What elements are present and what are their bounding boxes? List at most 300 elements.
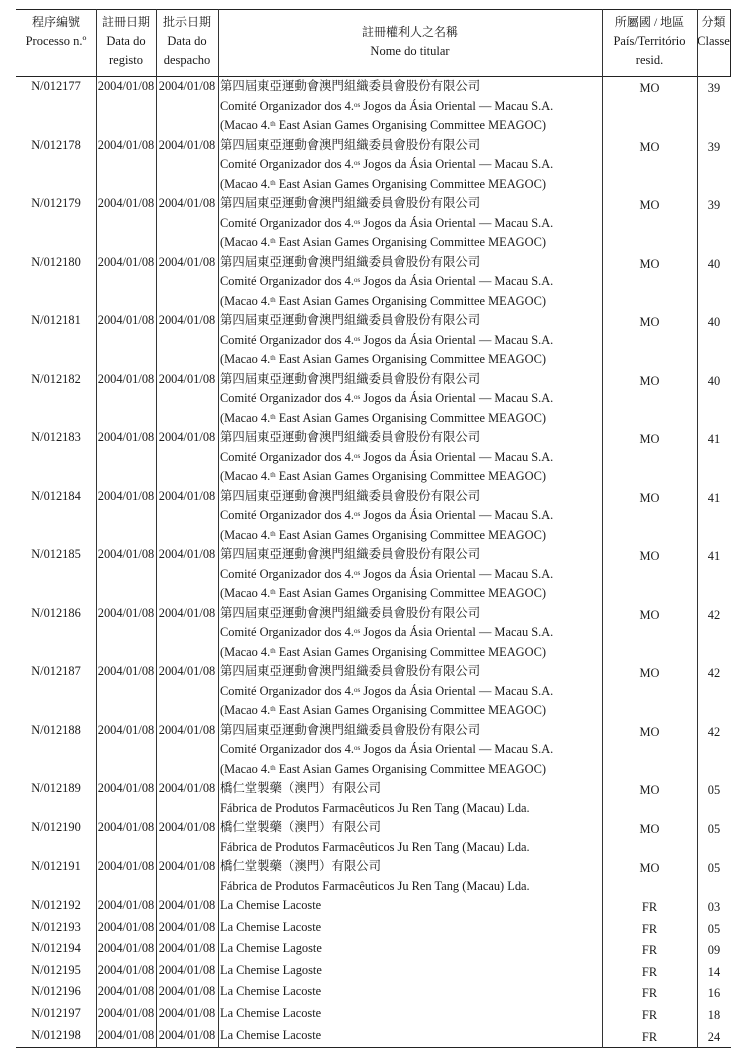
class-number: 41	[707, 549, 721, 563]
holder-name-en	[220, 175, 602, 195]
dispatch-date: 2004/01/08	[158, 254, 216, 269]
class-number: 41	[707, 432, 721, 446]
process-number: N/012183	[31, 430, 81, 444]
class-number: 14	[707, 964, 721, 979]
table-row	[16, 136, 731, 195]
class-number: 09	[707, 943, 721, 958]
holder-name-en	[220, 643, 602, 663]
dispatch-date: 2004/01/08	[158, 781, 216, 795]
header-holder	[218, 10, 602, 76]
holder-name-en-part: (Macao 4.	[220, 176, 271, 191]
holder-name	[218, 982, 602, 1004]
dispatch-date: 2004/01/08	[158, 962, 216, 977]
holder-name-pt-ordinal: os	[353, 393, 361, 401]
column-divider	[602, 9, 603, 1048]
holder-name-pt-part: Comité Organizador dos 4.	[220, 508, 354, 522]
class-number: 42	[707, 724, 721, 739]
registration-date: 2004/01/08	[97, 898, 155, 912]
holder-name	[218, 721, 602, 780]
holder-name	[218, 428, 602, 487]
holder-name-en-part: East Asian Games Organising Committee MEAGOC)	[275, 410, 546, 425]
country-code: MO	[639, 432, 660, 446]
holder-name-pt-part: Jogos da Ásia Oriental — Macau S.A.	[360, 449, 554, 464]
header-country-pt2: resid.	[635, 53, 664, 67]
process-number: N/012187	[31, 664, 81, 678]
holder-name-pt-ordinal: os	[353, 217, 361, 226]
holder-name-en-ordinal: th	[270, 471, 276, 479]
holder-name-pt	[220, 682, 602, 702]
registration-date: 2004/01/08	[97, 547, 155, 561]
holder-name-pt-part: Comité Organizador dos 4.	[220, 157, 354, 171]
holder-name	[218, 818, 602, 857]
process-number: N/012195	[31, 962, 81, 977]
holder-name-en	[220, 409, 602, 429]
holder-name-en	[220, 760, 602, 780]
holder-name-pt-part: Jogos da Ásia Oriental — Macau S.A.	[360, 683, 554, 698]
dispatch-date: 2004/01/08	[158, 941, 216, 956]
country-code: MO	[639, 81, 660, 95]
holder-name-pt-ordinal: os	[353, 100, 361, 109]
holder-name-en-part: East Asian Games Organising Committee MEAGOC)	[275, 527, 546, 542]
holder-name-en-part: East Asian Games Organising Committee MEAGOC)	[275, 176, 546, 191]
process-number: N/012193	[31, 919, 81, 934]
dispatch-date: 2004/01/08	[158, 547, 216, 561]
holder-name-zh: 橋仁堂製藥（澳門）有限公司	[220, 820, 382, 834]
dispatch-date: 2004/01/08	[158, 371, 216, 386]
holder-name-pt-part: Jogos da Ásia Oriental — Macau S.A.	[360, 274, 554, 288]
holder-name-pt	[220, 740, 602, 760]
holder-name-pt-part: Comité Organizador dos 4.	[220, 742, 354, 756]
holder-name-en-part: (Macao 4.	[220, 293, 271, 308]
header-process-zh: 程序編號	[31, 15, 80, 29]
holder-name-pt-ordinal: os	[353, 276, 361, 284]
holder-name-pt-part: Comité Organizador dos 4.	[220, 274, 354, 288]
country-code: FR	[641, 921, 658, 936]
country-code: MO	[639, 607, 660, 622]
holder-name-pt-part: Comité Organizador dos 4.	[220, 683, 354, 698]
holder-name-en	[220, 701, 602, 721]
holder-name-en-ordinal: th	[270, 763, 276, 772]
dispatch-date: 2004/01/08	[158, 137, 216, 152]
holder-name	[218, 918, 602, 940]
country-code: FR	[641, 1007, 658, 1022]
holder-name-pt	[220, 97, 602, 117]
table-row	[16, 253, 731, 312]
holder-name-zh: 第四屆東亞運動會澳門組織委員會股份有限公司	[220, 664, 481, 678]
holder-name-pt-part: Jogos da Ásia Oriental — Macau S.A.	[360, 508, 554, 522]
dispatch-date: 2004/01/08	[158, 605, 216, 620]
country-code: MO	[639, 861, 660, 875]
holder-name	[218, 779, 602, 818]
holder-name-pt-part: Jogos da Ásia Oriental — Macau S.A.	[360, 391, 554, 405]
holder-name	[218, 857, 602, 896]
holder-name-en	[220, 526, 602, 546]
country-code: MO	[639, 666, 660, 680]
holder-name	[218, 939, 602, 961]
holder-name-en	[220, 467, 602, 487]
table-row	[16, 194, 731, 253]
holder-name-pt-part: Comité Organizador dos 4.	[220, 449, 354, 464]
holder-name-en-part: (Macao 4.	[220, 761, 271, 776]
registration-date: 2004/01/08	[97, 1005, 155, 1020]
table-row	[16, 1004, 731, 1026]
holder-name-en	[220, 292, 602, 312]
holder-name-en-ordinal: th	[270, 529, 276, 538]
registration-date: 2004/01/08	[97, 605, 155, 620]
process-number: N/012177	[31, 79, 81, 93]
header-desp-date-pt1: Data do	[167, 34, 207, 48]
process-number: N/012192	[31, 898, 81, 912]
holder-name-pt-part: Comité Organizador dos 4.	[220, 625, 354, 639]
class-number: 03	[707, 900, 721, 914]
header-desp-date	[156, 10, 218, 76]
header-reg-date-pt1: Data do	[106, 34, 146, 48]
table-row	[16, 545, 731, 604]
class-number: 18	[707, 1007, 721, 1022]
holder-name	[218, 77, 602, 136]
holder-name-en	[220, 116, 602, 136]
holder-name-pt	[220, 331, 602, 351]
holder-name-en: La Chemise Lagoste	[220, 941, 322, 956]
column-divider	[156, 9, 157, 1048]
holder-name-en-part: (Macao 4.	[220, 235, 271, 249]
table-row	[16, 721, 731, 780]
dispatch-date: 2004/01/08	[158, 984, 216, 999]
column-divider	[218, 9, 219, 1048]
table-row	[16, 982, 731, 1004]
registration-date: 2004/01/08	[97, 722, 155, 737]
process-number: N/012190	[31, 820, 81, 834]
holder-name-pt	[220, 448, 602, 468]
registration-date: 2004/01/08	[97, 781, 155, 795]
process-number: N/012182	[31, 371, 81, 386]
class-number: 41	[707, 490, 721, 505]
registration-date: 2004/01/08	[97, 254, 155, 269]
country-code: MO	[639, 783, 660, 797]
holder-name-pt	[220, 272, 602, 292]
holder-name-pt-part: Comité Organizador dos 4.	[220, 566, 354, 581]
registration-date: 2004/01/08	[97, 919, 155, 934]
holder-name-en-part: (Macao 4.	[220, 527, 271, 542]
class-number: 39	[707, 198, 721, 212]
country-code: MO	[639, 822, 660, 836]
header-reg-date-zh: 註冊日期	[101, 15, 150, 29]
country-code: MO	[639, 490, 660, 505]
header-reg-date-pt2: registo	[108, 53, 144, 67]
registration-date: 2004/01/08	[97, 313, 155, 327]
country-code: MO	[639, 315, 660, 329]
header-desp-date-zh: 批示日期	[162, 15, 211, 29]
header-country-zh: 所屬國 / 地區	[614, 15, 685, 29]
table-row	[16, 1026, 731, 1049]
holder-name-zh: 第四屆東亞運動會澳門組織委員會股份有限公司	[220, 79, 481, 93]
table-row	[16, 779, 731, 818]
class-number: 40	[707, 373, 721, 388]
registration-date: 2004/01/08	[97, 196, 155, 210]
registration-date: 2004/01/08	[97, 137, 155, 152]
process-number: N/012180	[31, 254, 81, 269]
country-code: MO	[639, 139, 660, 154]
table-row	[16, 662, 731, 721]
holder-name	[218, 604, 602, 663]
holder-name-zh: 第四屆東亞運動會澳門組織委員會股份有限公司	[220, 313, 481, 327]
holder-name-en-part: (Macao 4.	[220, 469, 271, 483]
holder-name	[218, 136, 602, 195]
dispatch-date: 2004/01/08	[158, 313, 216, 327]
table-row	[16, 918, 731, 940]
class-number: 05	[707, 921, 721, 936]
holder-name-en-part: East Asian Games Organising Committee MEAGOC)	[275, 118, 546, 132]
holder-name-en: La Chemise Lacoste	[220, 1027, 322, 1042]
dispatch-date: 2004/01/08	[158, 196, 216, 210]
table-row	[16, 487, 731, 546]
holder-name-pt: Fábrica de Produtos Farmacêuticos Ju Ren Tang (Macau) Lda.	[220, 800, 530, 815]
holder-name-pt	[220, 565, 602, 585]
holder-name	[218, 662, 602, 721]
class-number: 39	[707, 81, 721, 95]
country-code: MO	[639, 724, 660, 739]
trademark-register-table	[16, 9, 731, 1048]
class-number: 16	[707, 986, 721, 1001]
registration-date: 2004/01/08	[97, 941, 155, 956]
holder-name-zh: 第四屆東亞運動會澳門組織委員會股份有限公司	[220, 547, 481, 561]
holder-name-en-ordinal: th	[270, 354, 276, 362]
process-number: N/012194	[31, 941, 81, 956]
class-number: 24	[707, 1029, 721, 1044]
registration-date: 2004/01/08	[97, 859, 155, 873]
holder-name-pt-ordinal: os	[353, 627, 361, 635]
header-desp-date-pt2: despacho	[163, 53, 211, 67]
header-country	[602, 10, 697, 76]
dispatch-date: 2004/01/08	[158, 1005, 216, 1020]
holder-name-en-part: (Macao 4.	[220, 644, 271, 659]
registration-date: 2004/01/08	[97, 488, 155, 503]
table-row	[16, 77, 731, 136]
country-code: MO	[639, 256, 660, 271]
holder-name-pt-part: Jogos da Ásia Oriental — Macau S.A.	[360, 566, 554, 581]
table-row	[16, 604, 731, 663]
table-header	[16, 9, 731, 77]
holder-name-pt-part: Jogos da Ásia Oriental — Macau S.A.	[360, 332, 554, 347]
holder-name-pt-part: Comité Organizador dos 4.	[220, 98, 354, 113]
country-code: FR	[641, 986, 658, 1001]
table-row	[16, 857, 731, 896]
registration-date: 2004/01/08	[97, 820, 155, 834]
country-code: MO	[639, 373, 660, 388]
holder-name	[218, 253, 602, 312]
holder-name-pt: Fábrica de Produtos Farmacêuticos Ju Ren Tang (Macau) Lda.	[220, 878, 530, 893]
holder-name-zh: 橋仁堂製藥（澳門）有限公司	[220, 859, 382, 873]
holder-name	[218, 311, 602, 370]
process-number: N/012189	[31, 781, 81, 795]
process-number: N/012179	[31, 196, 81, 210]
holder-name-en-ordinal: th	[270, 178, 276, 187]
holder-name-en-part: East Asian Games Organising Committee MEAGOC)	[275, 761, 546, 776]
table-row	[16, 311, 731, 370]
holder-name-en	[220, 350, 602, 370]
holder-name-zh: 第四屆東亞運動會澳門組織委員會股份有限公司	[220, 605, 481, 620]
registration-date: 2004/01/08	[97, 984, 155, 999]
table-row	[16, 370, 731, 429]
table-row	[16, 818, 731, 857]
country-code: FR	[641, 1029, 658, 1044]
column-divider	[697, 9, 698, 1048]
holder-name-pt-ordinal: os	[353, 159, 361, 167]
holder-name-en	[220, 584, 602, 604]
class-number: 40	[707, 315, 721, 329]
country-code: MO	[639, 198, 660, 212]
holder-name-pt	[220, 214, 602, 234]
header-holder-zh: 註冊權利人之名稱	[361, 25, 458, 39]
holder-name-en-part: (Macao 4.	[220, 118, 271, 132]
holder-name-en-ordinal: th	[270, 412, 276, 421]
holder-name-zh: 第四屆東亞運動會澳門組織委員會股份有限公司	[220, 722, 481, 737]
holder-name-zh: 第四屆東亞運動會澳門組織委員會股份有限公司	[220, 196, 481, 210]
holder-name-pt	[220, 389, 602, 409]
holder-name-en-ordinal: th	[270, 588, 276, 596]
class-number: 05	[707, 822, 721, 836]
dispatch-date: 2004/01/08	[158, 664, 216, 678]
registration-date: 2004/01/08	[97, 1027, 155, 1042]
registration-date: 2004/01/08	[97, 430, 155, 444]
holder-name	[218, 370, 602, 429]
holder-name-en: La Chemise Lagoste	[220, 962, 322, 977]
country-code: FR	[641, 943, 658, 958]
holder-name-en-ordinal: th	[270, 705, 276, 713]
holder-name-en	[220, 233, 602, 253]
country-code: FR	[641, 964, 658, 979]
class-number: 05	[707, 783, 721, 797]
holder-name-en-ordinal: th	[270, 646, 276, 655]
registration-date: 2004/01/08	[97, 79, 155, 93]
holder-name-pt-part: Jogos da Ásia Oriental — Macau S.A.	[360, 215, 554, 230]
dispatch-date: 2004/01/08	[158, 919, 216, 934]
holder-name-en-ordinal: th	[270, 237, 276, 245]
holder-name-en-part: (Macao 4.	[220, 586, 271, 600]
holder-name	[218, 487, 602, 546]
registration-date: 2004/01/08	[97, 371, 155, 386]
holder-name	[218, 1004, 602, 1026]
holder-name	[218, 961, 602, 983]
header-class-pt: Classe	[697, 34, 730, 48]
holder-name-zh: 第四屆東亞運動會澳門組織委員會股份有限公司	[220, 430, 481, 444]
holder-name	[218, 194, 602, 253]
holder-name-en-part: (Macao 4.	[220, 352, 271, 366]
table-row	[16, 961, 731, 983]
dispatch-date: 2004/01/08	[158, 1027, 216, 1042]
holder-name-pt-ordinal: os	[353, 334, 361, 343]
holder-name-pt-ordinal: os	[353, 451, 361, 460]
dispatch-date: 2004/01/08	[158, 898, 216, 912]
holder-name-pt-part: Jogos da Ásia Oriental — Macau S.A.	[360, 98, 554, 113]
process-number: N/012196	[31, 984, 81, 999]
class-number: 42	[707, 607, 721, 622]
holder-name-zh: 橋仁堂製藥（澳門）有限公司	[220, 781, 382, 795]
class-number: 40	[707, 256, 721, 271]
holder-name-pt-part: Comité Organizador dos 4.	[220, 391, 354, 405]
holder-name-en-part: East Asian Games Organising Committee MEAGOC)	[275, 352, 546, 366]
process-number: N/012198	[31, 1027, 81, 1042]
holder-name-pt-part: Jogos da Ásia Oriental — Macau S.A.	[360, 742, 554, 756]
holder-name-pt-ordinal: os	[353, 510, 361, 518]
header-class-zh: 分類	[701, 15, 726, 29]
country-code: FR	[641, 900, 658, 914]
holder-name-zh: 第四屆東亞運動會澳門組織委員會股份有限公司	[220, 254, 481, 269]
header-process-pt: Processo n.º	[25, 34, 87, 48]
process-number: N/012186	[31, 605, 81, 620]
holder-name-en-part: East Asian Games Organising Committee MEAGOC)	[275, 644, 546, 659]
class-number: 39	[707, 139, 721, 154]
header-reg-date	[96, 10, 156, 76]
holder-name-en-part: East Asian Games Organising Committee MEAGOC)	[275, 703, 546, 717]
holder-name-pt	[220, 155, 602, 175]
holder-name-pt-ordinal: os	[353, 568, 361, 577]
holder-name-zh: 第四屆東亞運動會澳門組織委員會股份有限公司	[220, 137, 481, 152]
process-number: N/012184	[31, 488, 81, 503]
header-process	[16, 10, 96, 76]
process-number: N/012181	[31, 313, 81, 327]
holder-name-en: La Chemise Lacoste	[220, 984, 322, 999]
process-number: N/012185	[31, 547, 81, 561]
dispatch-date: 2004/01/08	[158, 820, 216, 834]
header-class	[697, 10, 731, 76]
holder-name-en: La Chemise Lacoste	[220, 1005, 322, 1020]
holder-name	[218, 1026, 602, 1048]
holder-name-zh: 第四屆東亞運動會澳門組織委員會股份有限公司	[220, 488, 481, 503]
holder-name-en-part: East Asian Games Organising Committee MEAGOC)	[275, 235, 546, 249]
column-divider	[96, 9, 97, 1048]
holder-name-pt: Fábrica de Produtos Farmacêuticos Ju Ren Tang (Macau) Lda.	[220, 839, 530, 854]
table-row	[16, 896, 731, 918]
holder-name-en-part: East Asian Games Organising Committee MEAGOC)	[275, 586, 546, 600]
holder-name-pt	[220, 506, 602, 526]
process-number: N/012197	[31, 1005, 81, 1020]
holder-name-en: La Chemise Lacoste	[220, 898, 322, 912]
holder-name-pt-ordinal: os	[353, 685, 361, 694]
process-number: N/012188	[31, 722, 81, 737]
process-number: N/012191	[31, 859, 81, 873]
holder-name-pt-part: Jogos da Ásia Oriental — Macau S.A.	[360, 625, 554, 639]
holder-name-en-ordinal: th	[270, 295, 276, 304]
holder-name-pt-part: Jogos da Ásia Oriental — Macau S.A.	[360, 157, 554, 171]
holder-name-pt-ordinal: os	[353, 744, 361, 752]
holder-name-en-part: East Asian Games Organising Committee MEAGOC)	[275, 469, 546, 483]
class-number: 42	[707, 666, 721, 680]
dispatch-date: 2004/01/08	[158, 859, 216, 873]
holder-name-pt-part: Comité Organizador dos 4.	[220, 215, 354, 230]
country-code: MO	[639, 549, 660, 563]
header-country-pt1: País/Território	[613, 34, 686, 48]
holder-name-en-part: (Macao 4.	[220, 410, 271, 425]
holder-name-zh: 第四屆東亞運動會澳門組織委員會股份有限公司	[220, 371, 481, 386]
holder-name	[218, 896, 602, 918]
dispatch-date: 2004/01/08	[158, 722, 216, 737]
table-row	[16, 939, 731, 961]
process-number: N/012178	[31, 137, 81, 152]
header-holder-pt: Nome do titular	[370, 44, 450, 58]
holder-name-en: La Chemise Lacoste	[220, 919, 322, 934]
class-number: 05	[707, 861, 721, 875]
registration-date: 2004/01/08	[97, 962, 155, 977]
dispatch-date: 2004/01/08	[158, 488, 216, 503]
holder-name-en-part: (Macao 4.	[220, 703, 271, 717]
holder-name-en-part: East Asian Games Organising Committee MEAGOC)	[275, 293, 546, 308]
table-row	[16, 428, 731, 487]
holder-name	[218, 545, 602, 604]
dispatch-date: 2004/01/08	[158, 79, 216, 93]
holder-name-en-ordinal: th	[270, 120, 276, 128]
dispatch-date: 2004/01/08	[158, 430, 216, 444]
